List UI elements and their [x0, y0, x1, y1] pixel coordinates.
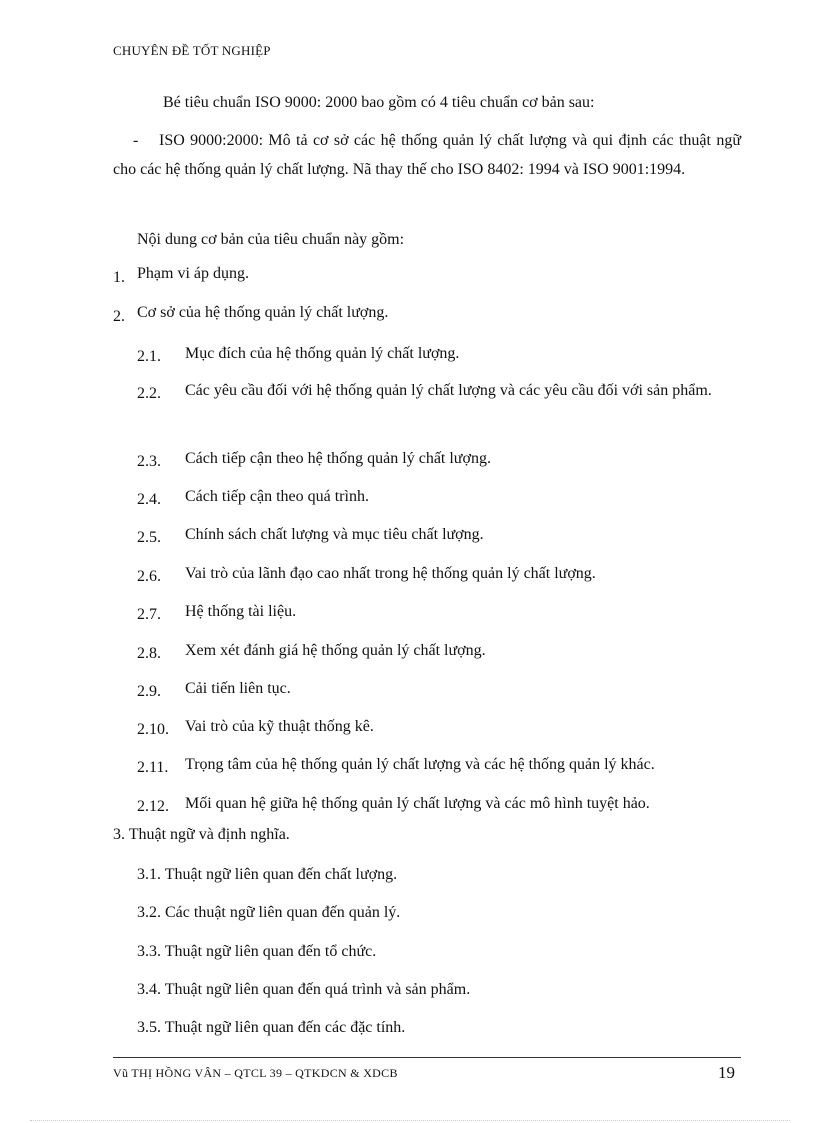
sub-item-number: 2.11.: [137, 759, 169, 776]
sub-item-text: Vai trò của kỹ thuật thống kê.: [185, 718, 374, 735]
section-item: 3.1. Thuật ngữ liên quan đến chất lượng.: [137, 866, 398, 883]
page-number: 19: [718, 1063, 735, 1082]
sub-item-number: 2.8.: [137, 645, 161, 662]
sub-item-text: Cách tiếp cận theo hệ thống quản lý chất lượng.: [185, 450, 491, 467]
sub-item-number: 2.9.: [137, 683, 161, 700]
bullet-text: ISO 9000:2000: Mô tả cơ sở các hệ thống quản lý chất lượng và qui định các thuật ngữ cho các hệ thống quản lý chất lượng. Nã thay thế cho ISO 8402: 1994 và ISO 9001:1994.: [113, 132, 741, 178]
sub-item: [137, 482, 741, 514]
sub-item-text: Xem xét đánh giá hệ thống quản lý chất lượng.: [185, 642, 486, 659]
bullet-paragraph: [113, 126, 741, 184]
list-item: [113, 265, 249, 286]
sub-item-text: Mối quan hệ giữa hệ thống quản lý chất lượng và các mô hình tuyệt hảo.: [185, 795, 650, 812]
sub-item: [137, 789, 741, 821]
sub-item: [137, 636, 741, 668]
sub-item: [137, 376, 741, 408]
sub-item-number: 2.2.: [137, 385, 161, 402]
sub-item-number: 2.5.: [137, 529, 161, 546]
sub-item-text: Các yêu cầu đối với hệ thống quản lý chất lượng và các yêu cầu đối với sản phẩm.: [185, 382, 712, 399]
sub-item-text: Mục đích của hệ thống quản lý chất lượng.: [185, 345, 460, 362]
footer-divider: [113, 1057, 741, 1058]
sub-item: [137, 712, 741, 744]
section-item: 3.3. Thuật ngữ liên quan đến tổ chức.: [137, 943, 377, 960]
sub-item-text: Cách tiếp cận theo quá trình.: [185, 488, 369, 505]
sub-item-number: 2.1.: [137, 348, 161, 365]
page-edge-divider: [30, 1120, 790, 1121]
sub-item-text: Trọng tâm của hệ thống quản lý chất lượng và các hệ thống quản lý khác.: [185, 756, 655, 773]
sub-item-text: Chính sách chất lượng và mục tiêu chất lượng.: [185, 526, 484, 543]
bullet-dash: -: [133, 132, 139, 149]
intro-paragraph: Bé tiêu chuẩn ISO 9000: 2000 bao gồm có 4 tiêu chuẩn cơ bản sau:: [163, 94, 595, 111]
sub-item-number: 2.10.: [137, 721, 169, 738]
sub-item: [137, 597, 741, 629]
sub-item-number: 2.7.: [137, 606, 161, 623]
section-title: 3. Thuật ngữ và định nghĩa.: [113, 826, 290, 843]
list-item: [113, 304, 389, 325]
section-item: 3.5. Thuật ngữ liên quan đến các đặc tính.: [137, 1019, 406, 1036]
sub-item-text: Vai trò của lãnh đạo cao nhất trong hệ thống quản lý chất lượng.: [185, 565, 596, 582]
sub-item-number: 2.4.: [137, 491, 161, 508]
item-text: Cơ sở của hệ thống quản lý chất lượng.: [137, 304, 389, 321]
sub-item-text: Cải tiến liên tục.: [185, 680, 291, 697]
footer-author: Vũ THỊ HỒNG VÂN – QTCL 39 – QTKDCN & XDCB: [113, 1066, 398, 1080]
sub-item-number: 2.6.: [137, 568, 161, 585]
item-text: Phạm vi áp dụng.: [137, 265, 249, 282]
sub-item: [137, 750, 741, 782]
sub-item-number: 2.3.: [137, 453, 161, 470]
item-number: 2.: [113, 308, 125, 325]
sub-item-text: Hệ thống tài liệu.: [185, 603, 297, 620]
sub-item-number: 2.12.: [137, 798, 169, 815]
sub-item: [137, 339, 741, 371]
item-number: 1.: [113, 269, 125, 286]
content-intro: Nội dung cơ bản của tiêu chuẩn này gồm:: [137, 231, 405, 248]
sub-item: [137, 559, 741, 591]
sub-item: [137, 520, 741, 552]
sub-item: [137, 444, 741, 476]
sub-item: [137, 674, 741, 706]
page-header: CHUYÊN ĐỀ TỐT NGHIỆP: [113, 43, 271, 58]
section-item: 3.2. Các thuật ngữ liên quan đến quản lý.: [137, 904, 401, 921]
section-item: 3.4. Thuật ngữ liên quan đến quá trình và sản phẩm.: [137, 981, 471, 998]
